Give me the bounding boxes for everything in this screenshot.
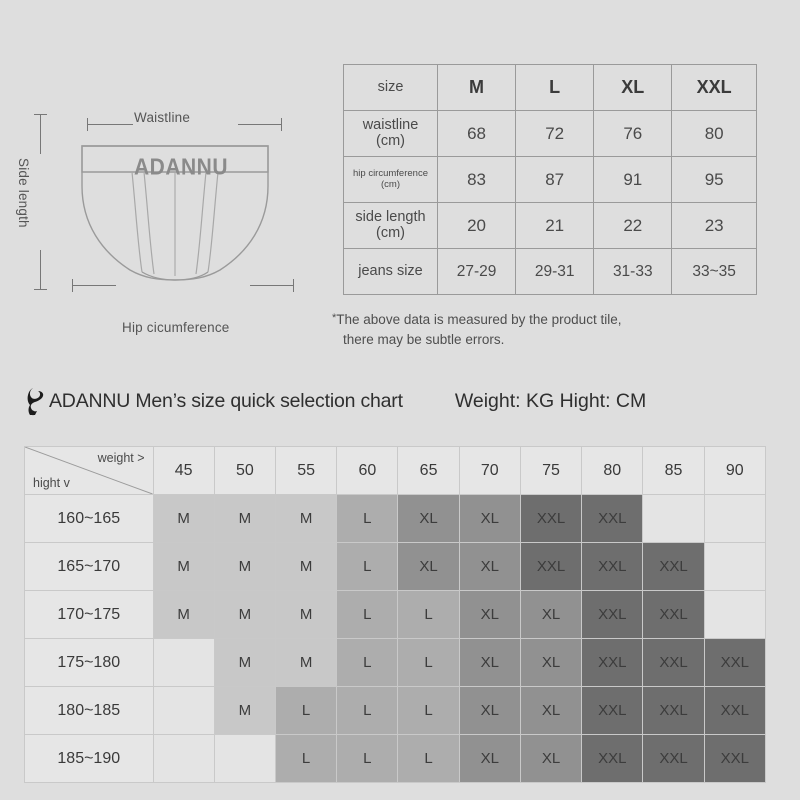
- size-cell: L: [337, 495, 398, 543]
- axis-corner-cell: [25, 447, 154, 495]
- weight-column-header: 55: [275, 447, 336, 495]
- size-cell: XXL: [704, 687, 765, 735]
- note-line-1: The above data is measured by the product tile,: [336, 312, 622, 327]
- size-row-label: waistline (cm): [344, 111, 438, 157]
- quick-chart-title: ADANNU Men’s size quick selection chart: [49, 389, 403, 412]
- quick-chart-title-row: [0, 378, 800, 424]
- size-cell: XXL: [643, 543, 704, 591]
- size-cell-empty: [153, 687, 214, 735]
- size-cell: M: [214, 495, 275, 543]
- size-cell: XL: [520, 591, 581, 639]
- size-measurement-table: [343, 64, 757, 295]
- size-cell-empty: [153, 639, 214, 687]
- size-cell: XXL: [520, 495, 581, 543]
- weight-axis-label: weight >: [97, 451, 145, 465]
- weight-column-header: 75: [520, 447, 581, 495]
- quick-table-row: [25, 687, 766, 735]
- size-cell: XXL: [582, 495, 643, 543]
- size-value-cell: 80: [672, 111, 757, 157]
- size-row-label: side length (cm): [344, 203, 438, 249]
- size-cell: XXL: [582, 543, 643, 591]
- size-cell: M: [153, 495, 214, 543]
- note-star: *: [332, 312, 337, 324]
- size-cell: XL: [459, 543, 520, 591]
- size-cell: L: [337, 591, 398, 639]
- weight-column-header: 80: [582, 447, 643, 495]
- size-cell: L: [398, 687, 459, 735]
- quick-table-row: [25, 735, 766, 783]
- size-value-cell: 76: [594, 111, 672, 157]
- product-measurement-section: [0, 0, 800, 370]
- size-table-row: [344, 249, 757, 295]
- side-cap-top: [34, 114, 47, 115]
- size-value-cell: 23: [672, 203, 757, 249]
- waistline-dimension-label: Waistline: [134, 110, 191, 125]
- quick-table-row: [25, 495, 766, 543]
- size-cell: XXL: [582, 591, 643, 639]
- size-value-cell: 72: [516, 111, 594, 157]
- size-value-cell: 21: [516, 203, 594, 249]
- size-cell: XXL: [643, 591, 704, 639]
- weight-column-header: 50: [214, 447, 275, 495]
- side-rule-bottom: [40, 250, 41, 290]
- height-row-label: 160~165: [25, 495, 154, 543]
- size-cell: M: [153, 591, 214, 639]
- size-value-cell: 95: [672, 157, 757, 203]
- size-table-header-row: [344, 65, 757, 111]
- size-value-cell: 29-31: [516, 249, 594, 295]
- product-diagram: [16, 52, 322, 335]
- size-cell: XL: [459, 495, 520, 543]
- height-row-label: 170~175: [25, 591, 154, 639]
- adannu-logo-icon: [26, 386, 48, 416]
- size-value-cell: 27-29: [438, 249, 516, 295]
- size-cell: M: [275, 543, 336, 591]
- weight-column-header: 85: [643, 447, 704, 495]
- quick-table-row: [25, 639, 766, 687]
- size-column-header: XXL: [672, 65, 757, 111]
- size-cell: XL: [459, 735, 520, 783]
- size-value-cell: 20: [438, 203, 516, 249]
- size-cell: M: [214, 687, 275, 735]
- size-cell: XL: [398, 495, 459, 543]
- quick-chart-units: Weight: KG Hight: CM: [454, 389, 647, 412]
- size-cell: XXL: [520, 543, 581, 591]
- size-cell: M: [153, 543, 214, 591]
- size-cell-empty: [214, 735, 275, 783]
- size-cell: L: [398, 735, 459, 783]
- size-cell: L: [337, 687, 398, 735]
- size-cell-empty: [153, 735, 214, 783]
- size-row-label: hip circumference (cm): [344, 157, 438, 203]
- size-cell: L: [398, 591, 459, 639]
- size-value-cell: 22: [594, 203, 672, 249]
- size-column-header: XL: [594, 65, 672, 111]
- size-table-corner: size: [344, 65, 438, 111]
- size-cell: M: [275, 495, 336, 543]
- size-cell: XL: [520, 735, 581, 783]
- height-row-label: 165~170: [25, 543, 154, 591]
- size-cell: XL: [520, 687, 581, 735]
- size-cell: XL: [520, 639, 581, 687]
- height-row-label: 180~185: [25, 687, 154, 735]
- weight-column-header: 45: [153, 447, 214, 495]
- weight-column-header: 65: [398, 447, 459, 495]
- note-line-2: there may be subtle errors.: [343, 332, 505, 348]
- size-cell: L: [337, 639, 398, 687]
- side-rule-top: [40, 114, 41, 154]
- hip-circumference-dimension-label: Hip cicumference: [122, 320, 230, 335]
- quick-selection-section: [0, 378, 800, 767]
- size-table-row: [344, 111, 757, 157]
- waistline-cap-left: [87, 118, 88, 131]
- measurement-note: [332, 310, 762, 351]
- quick-table-header-row: [25, 447, 766, 495]
- size-cell: XXL: [704, 735, 765, 783]
- size-cell: XXL: [582, 687, 643, 735]
- side-length-dimension-label: Side length: [16, 158, 31, 228]
- size-cell: XXL: [582, 735, 643, 783]
- size-cell: XXL: [643, 639, 704, 687]
- quick-selection-table: [24, 446, 766, 783]
- size-cell: M: [214, 639, 275, 687]
- size-cell-empty: [704, 495, 765, 543]
- size-cell: XXL: [704, 639, 765, 687]
- size-cell: L: [275, 735, 336, 783]
- size-cell: XL: [459, 639, 520, 687]
- size-value-cell: 31-33: [594, 249, 672, 295]
- product-brand-text: ADANNU: [134, 154, 228, 181]
- weight-column-header: 60: [337, 447, 398, 495]
- size-cell: L: [337, 543, 398, 591]
- waistline-rule-right: [238, 124, 282, 125]
- size-value-cell: 33~35: [672, 249, 757, 295]
- size-cell: XXL: [643, 735, 704, 783]
- size-cell: M: [214, 591, 275, 639]
- height-axis-label: hight v: [33, 476, 70, 490]
- size-cell: L: [398, 639, 459, 687]
- size-cell-empty: [704, 591, 765, 639]
- size-cell: M: [275, 591, 336, 639]
- size-cell: XL: [398, 543, 459, 591]
- size-row-label: jeans size: [344, 249, 438, 295]
- quick-table-row: [25, 591, 766, 639]
- height-row-label: 175~180: [25, 639, 154, 687]
- size-table-row: [344, 157, 757, 203]
- size-cell: XL: [459, 687, 520, 735]
- size-value-cell: 83: [438, 157, 516, 203]
- size-cell: XXL: [582, 639, 643, 687]
- hip-cap-left: [72, 279, 73, 292]
- waistline-cap-right: [281, 118, 282, 131]
- size-cell: L: [337, 735, 398, 783]
- height-row-label: 185~190: [25, 735, 154, 783]
- size-cell: L: [275, 687, 336, 735]
- size-table-row: [344, 203, 757, 249]
- size-cell: M: [214, 543, 275, 591]
- weight-column-header: 70: [459, 447, 520, 495]
- hip-cap-right: [293, 279, 294, 292]
- weight-column-header: 90: [704, 447, 765, 495]
- size-cell: M: [275, 639, 336, 687]
- waistline-rule-left: [87, 124, 133, 125]
- size-value-cell: 91: [594, 157, 672, 203]
- size-cell: XXL: [643, 687, 704, 735]
- quick-table-row: [25, 543, 766, 591]
- size-cell-empty: [643, 495, 704, 543]
- side-cap-bottom: [34, 289, 47, 290]
- size-cell: XL: [459, 591, 520, 639]
- size-column-header: M: [438, 65, 516, 111]
- size-value-cell: 87: [516, 157, 594, 203]
- size-column-header: L: [516, 65, 594, 111]
- size-cell-empty: [704, 543, 765, 591]
- size-value-cell: 68: [438, 111, 516, 157]
